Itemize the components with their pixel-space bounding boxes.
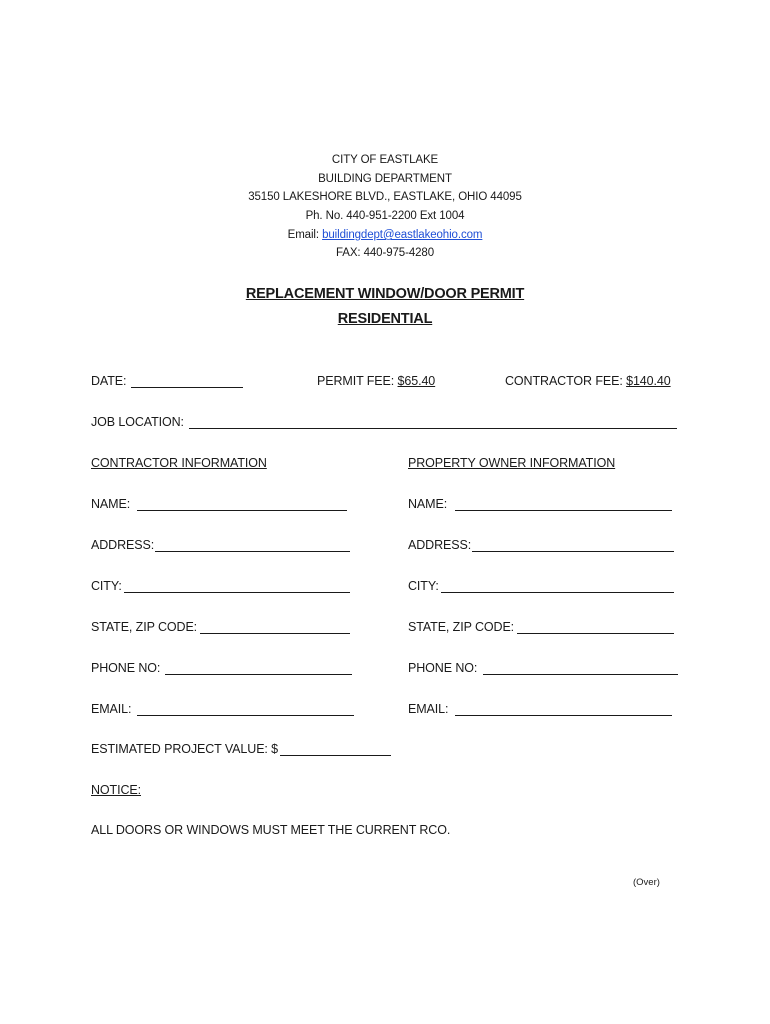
- contractor-phone-label: PHONE NO:: [91, 661, 161, 675]
- owner-phone-field[interactable]: [483, 674, 678, 675]
- owner-name-field[interactable]: [455, 510, 672, 511]
- notice-text: ALL DOORS OR WINDOWS MUST MEET THE CURRENT RCO.: [91, 823, 451, 837]
- owner-state-zip-field[interactable]: [517, 633, 674, 634]
- over-label: (Over): [633, 877, 660, 888]
- owner-phone-label: PHONE NO:: [408, 661, 478, 675]
- permit-fee-label: PERMIT FEE:: [317, 374, 398, 388]
- job-location-field[interactable]: [189, 428, 677, 429]
- job-location-label: JOB LOCATION:: [91, 415, 184, 429]
- date-field[interactable]: [131, 387, 243, 388]
- owner-name-label: NAME:: [408, 497, 448, 511]
- owner-city-label: CITY:: [408, 579, 439, 593]
- email-link[interactable]: buildingdept@eastlakeohio.com: [322, 229, 483, 241]
- date-label: DATE:: [91, 374, 127, 388]
- contractor-city-label: CITY:: [91, 579, 122, 593]
- contractor-info-heading: CONTRACTOR INFORMATION: [91, 456, 267, 470]
- contractor-fee-label: CONTRACTOR FEE:: [505, 374, 627, 388]
- form-subtitle: RESIDENTIAL: [337, 311, 433, 327]
- contractor-fee-value: $140.40: [626, 374, 671, 388]
- contractor-phone-field[interactable]: [165, 674, 352, 675]
- contractor-email-label: EMAIL:: [91, 702, 132, 716]
- contractor-state-zip-label: STATE, ZIP CODE:: [91, 620, 198, 634]
- form-title: REPLACEMENT WINDOW/DOOR PERMIT: [245, 286, 525, 302]
- notice-heading: NOTICE:: [91, 783, 141, 797]
- contractor-name-field[interactable]: [137, 510, 347, 511]
- owner-email-field[interactable]: [455, 715, 672, 716]
- contractor-address-label: ADDRESS:: [91, 538, 155, 552]
- estimated-value-label: ESTIMATED PROJECT VALUE: $: [91, 742, 279, 756]
- header-address: 35150 LAKESHORE BLVD., EASTLAKE, OHIO 44095: [248, 191, 522, 203]
- owner-state-zip-label: STATE, ZIP CODE:: [408, 620, 515, 634]
- contractor-fee: [505, 373, 671, 389]
- owner-info-heading: PROPERTY OWNER INFORMATION: [408, 456, 616, 470]
- owner-address-field[interactable]: [472, 551, 674, 552]
- permit-fee-value: $65.40: [397, 374, 436, 388]
- permit-fee: [317, 373, 435, 389]
- owner-email-label: EMAIL:: [408, 702, 449, 716]
- contractor-address-field[interactable]: [155, 551, 350, 552]
- header-fax: FAX: 440-975-4280: [335, 247, 435, 259]
- owner-address-label: ADDRESS:: [408, 538, 472, 552]
- contractor-name-label: NAME:: [91, 497, 131, 511]
- contractor-email-field[interactable]: [137, 715, 354, 716]
- estimated-value-field[interactable]: [280, 755, 391, 756]
- owner-city-field[interactable]: [441, 592, 674, 593]
- header-phone: Ph. No. 440-951-2200 Ext 1004: [305, 210, 465, 222]
- contractor-city-field[interactable]: [124, 592, 350, 593]
- header-city: CITY OF EASTLAKE: [331, 154, 439, 166]
- header-department: BUILDING DEPARTMENT: [318, 173, 452, 185]
- contractor-state-zip-field[interactable]: [200, 633, 350, 634]
- header-email-line: [0, 228, 770, 242]
- header-email-label: Email:: [287, 229, 323, 241]
